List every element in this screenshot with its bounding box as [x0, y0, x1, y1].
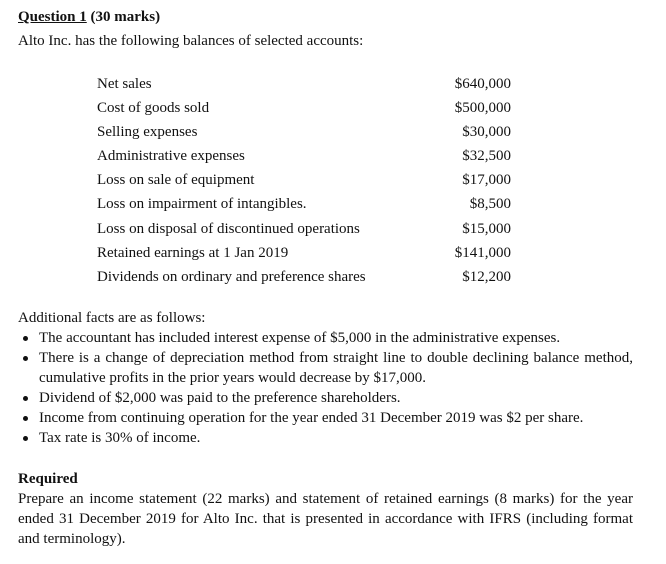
account-balances-table	[97, 72, 511, 289]
additional-facts-list	[18, 328, 633, 448]
fact-text: Income from continuing operation for the year ended 31 December 2019 was $2 per share.	[39, 410, 584, 426]
account-name: Dividends on ordinary and preference shares	[97, 268, 366, 285]
bullet-icon	[23, 436, 28, 441]
account-amount: $17,000	[462, 172, 511, 189]
bullet-icon	[23, 396, 28, 401]
account-name: Retained earnings at 1 Jan 2019	[97, 244, 289, 261]
fact-item	[18, 408, 633, 428]
fact-item	[18, 388, 633, 408]
account-row	[97, 168, 511, 192]
fact-item	[18, 328, 633, 348]
bullet-icon	[23, 416, 28, 421]
account-row	[97, 96, 511, 120]
bullet-icon	[23, 356, 28, 361]
account-name: Selling expenses	[97, 124, 198, 141]
fact-item	[18, 348, 633, 388]
question-intro: Alto Inc. has the following balances of selected accounts:	[18, 33, 364, 49]
required-section	[18, 469, 633, 549]
account-amount: $640,000	[454, 76, 511, 92]
account-row	[97, 265, 511, 289]
question-number: Question 1	[18, 9, 87, 25]
account-amount: $8,500	[469, 196, 511, 213]
account-name: Cost of goods sold	[97, 100, 210, 117]
required-text: Prepare an income statement (22 marks) and statement of retained earnings (8 marks) for the year ended 31 December 2019 for Alto Inc. that is presented in accordance with IFRS (including format and terminology).	[18, 491, 633, 547]
account-name: Net sales	[97, 76, 152, 92]
account-amount: $500,000	[454, 100, 511, 117]
account-name: Loss on disposal of discontinued operations	[97, 220, 360, 237]
fact-text: There is a change of depreciation method from straight line to double declining balance method, cumulative profits in the prior years would decrease by $17,000.	[39, 350, 633, 386]
account-amount: $141,000	[454, 244, 511, 261]
account-amount: $15,000	[462, 220, 511, 237]
account-row	[97, 144, 511, 168]
account-amount: $12,200	[462, 268, 511, 285]
required-title: Required	[18, 471, 78, 487]
account-row	[97, 241, 511, 265]
fact-text: Tax rate is 30% of income.	[39, 430, 201, 446]
account-row	[97, 192, 511, 216]
account-amount: $30,000	[462, 124, 511, 141]
fact-text: Dividend of $2,000 was paid to the preference shareholders.	[39, 390, 401, 406]
additional-facts-title: Additional facts are as follows:	[18, 310, 206, 326]
additional-facts-section	[18, 308, 633, 448]
account-row	[97, 217, 511, 241]
account-name: Administrative expenses	[97, 148, 245, 165]
bullet-icon	[23, 336, 28, 341]
question-marks: (30 marks)	[90, 9, 161, 25]
question-heading	[18, 7, 160, 27]
account-amount: $32,500	[462, 148, 511, 165]
fact-text: The accountant has included interest expense of $5,000 in the administrative expenses.	[39, 330, 561, 346]
account-row	[97, 120, 511, 144]
account-name: Loss on sale of equipment	[97, 172, 255, 189]
account-row	[97, 72, 511, 96]
account-name: Loss on impairment of intangibles.	[97, 196, 307, 213]
fact-item	[18, 428, 633, 448]
